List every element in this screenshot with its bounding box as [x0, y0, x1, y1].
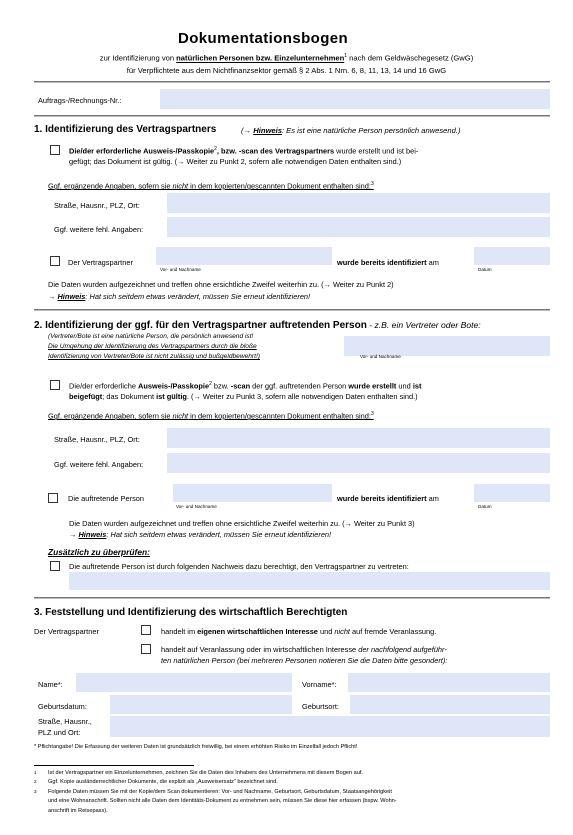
header-subtitle-2: für Verpflichtete aus dem Nichtfinanzsektor gemäß § 2 Abs. 1 Nrn. 6, 8, 11, 13, 14 und 16 GwG [126, 66, 447, 75]
divider [34, 309, 550, 311]
s1-supplement-label [48, 181, 374, 190]
text: handelt auf Veranlassung oder im wirtschaftlichen Interesse [161, 645, 359, 654]
text-bold: wurde erstellt [348, 381, 397, 391]
text: Ggf. ergänzende Angaben, sofern sie [48, 181, 173, 191]
footnote-item [34, 770, 554, 779]
text-bold: wurde bereits identifiziert [337, 258, 427, 267]
divider [34, 81, 550, 83]
hint-bold: Hinweis [78, 530, 107, 539]
s3-birthdate-label: Geburtsdatum: [38, 702, 87, 711]
s3-address-label-1: Straße, Hausnr., [38, 717, 92, 726]
s3-name-field[interactable] [76, 673, 292, 692]
title-text: 2. Identifizierung der ggf. für den Vertragspartner auftretenden Person [34, 320, 367, 331]
s2-street-field[interactable] [167, 428, 550, 448]
s2-date-field[interactable] [474, 484, 550, 502]
footnote-ref: 1 [344, 53, 348, 59]
s1-partner-label: Der Vertragspartner [68, 258, 133, 267]
s3-partner-label: Der Vertragspartner [34, 627, 99, 636]
s3-firstname-label: Vorname*: [302, 680, 337, 689]
s3-name-label: Name*: [38, 680, 63, 689]
s1-missing-label: Ggf. weitere fehl. Angaben: [54, 225, 144, 234]
footnote-text: anschrift im Reisepass). [48, 807, 108, 814]
order-number-field[interactable] [160, 89, 550, 109]
s3-birthdate-field[interactable] [110, 695, 292, 714]
text-bold: , bzw. -scan des Vertragspartners [216, 146, 335, 156]
section-1-title: 1. Identifizierung des Vertragspartners [34, 124, 217, 135]
s2-checkbox-1-line1 [69, 381, 421, 390]
note-hint: Hinweis [253, 126, 282, 135]
s2-hint-line [69, 530, 331, 539]
checkbox-document-copy[interactable] [50, 145, 60, 155]
footnote-item [34, 789, 554, 798]
page-title: Dokumentationsbogen [178, 30, 349, 47]
footnote-text: Ggf. Kopie ausländerrechtlicher Dokumente, die explizit als „Ausweisersatz“ bezeichnet sind. [48, 779, 278, 786]
section-1-note [241, 126, 461, 135]
s2-supplement-label [48, 411, 374, 420]
text: ; das Dokument [102, 392, 157, 401]
text: wurde erstellt und ist bei- [334, 146, 419, 156]
s3-option-2-line1 [161, 645, 447, 654]
hint-text: : Hat sich seitdem etwas verändert, müssen Sie erneut identifizieren! [85, 292, 311, 301]
text: bzw. [211, 381, 231, 391]
text: in dem kopierten/gescannten Dokument enthalten sind: [188, 181, 371, 191]
s3-address-label-2: PLZ und Ort: [38, 728, 81, 737]
s1-street-label: Straße, Hausnr., PLZ, Ort: [54, 201, 140, 210]
s2-extra-check-text: Die auftretende Person ist durch folgenden Nachweis dazu berechtigt, den Vertragspartner zu vertreten: [69, 562, 409, 571]
text-bold: ist gültig [156, 392, 187, 401]
text-italic: nicht [334, 627, 350, 636]
s1-checkbox-1-line2: gefügt; das Dokument ist gültig. (→ Weiter zu Punkt 2, sofern alle notwendigen Daten enthalten sind.) [69, 157, 402, 166]
divider [34, 597, 550, 599]
subtitle-text-a: zur Identifizierung von [99, 53, 177, 63]
mandatory-note: * Pflichtangabe! Die Erfassung der weiteren Daten ist grundsätzlich freiwillig, bei einem erhöhten Risiko im Einzelfall jedoch Pflicht! [34, 744, 358, 750]
s2-missing-field[interactable] [167, 453, 550, 473]
divider [34, 115, 550, 117]
footnote-ref: 2 [209, 381, 212, 387]
s1-date-field[interactable] [474, 247, 550, 265]
s2-date-caption: Datum [478, 504, 492, 509]
footnote-text: Ist der Vertragspartner ein Einzelunternehmen, zeichnen Sie die Daten des Inhabers des Unternehmens mit diesem Bogen auf. [48, 770, 363, 776]
section-3-title: 3. Feststellung und Identifizierung des wirtschaftlich Berechtigten [34, 607, 348, 618]
text-bold: wurde bereits identifiziert [337, 494, 427, 503]
s3-birthplace-field[interactable] [350, 695, 550, 714]
hint-text: : Hat sich seitdem etwas verändert, müssen Sie erneut identifizieren! [106, 530, 332, 539]
text-bold: eigenen wirtschaftlichen Interesse [197, 627, 318, 636]
text-bold: Die/der erforderliche Ausweis-/Passkopie [69, 146, 215, 156]
s1-name-caption: Vor- und Nachname [160, 267, 201, 272]
footnote-ref: 2 [214, 146, 217, 152]
s3-firstname-field[interactable] [348, 673, 550, 692]
hint-bold: Hinweis [57, 292, 86, 301]
s1-partner-name-field[interactable] [156, 247, 332, 265]
text: und [396, 381, 413, 391]
checkbox-person-already-identified[interactable] [48, 493, 58, 503]
order-number-label: Auftrags-/Rechnungs-Nr.: [38, 96, 122, 105]
s1-missing-field[interactable] [167, 217, 550, 237]
text: Ggf. ergänzende Angaben, sofern sie [48, 411, 173, 421]
title-italic: - z.B. ein Vertreter oder Bote: [366, 320, 481, 330]
s1-hint-line [48, 292, 310, 301]
s2-extra-check-title: Zusätzlich zu überprüfen: [48, 547, 150, 557]
footnote-text: und eine Wohnanschrift. Sollten nicht alle Daten dem Identitäts-Dokument zu entnehmen sein, müssen Sie diese hier erfassen (bspw. Wohn- [48, 798, 397, 805]
s3-option-1 [161, 627, 436, 636]
text: in dem kopierten/gescannten Dokument enthalten sind: [188, 411, 371, 421]
footnote-number: 1 [34, 770, 37, 775]
arrow: → [48, 292, 58, 301]
footnotes [34, 770, 554, 817]
s2-authorization-field[interactable] [69, 572, 550, 590]
s2-street-label: Straße, Hausnr., PLZ, Ort: [54, 435, 140, 444]
s2-person-label: Die auftretende Person [68, 494, 145, 503]
s1-data-recorded-line: Die Daten wurden aufgezeichnet und treffen ohne ersichtliche Zweifel weiterhin zu. (→ Weiter zu Punkt 2) [48, 280, 394, 289]
text: auf fremde Veranlassung. [350, 627, 437, 636]
s1-identified-label [337, 258, 439, 267]
section-2-title [34, 320, 481, 331]
text: . (→ Weiter zu Punkt 3, sofern alle notwendigen Daten enthalten sind.) [186, 392, 418, 401]
s3-address-field[interactable] [110, 716, 550, 737]
text: am [426, 494, 439, 503]
s3-birthplace-label: Geburtsort: [302, 702, 339, 711]
subtitle-text-b: natürlichen Personen bzw. Einzelunternehmen [176, 53, 345, 63]
text: am [426, 258, 439, 267]
text-italic: nicht [172, 411, 189, 421]
checkbox-already-identified[interactable] [50, 256, 60, 266]
footnote-number: 3 [34, 788, 37, 794]
footnote-item [34, 808, 554, 817]
s3-option-2-line2: ten natürlichen Person (bei mehreren Personen notieren Sie die Daten bitte gesondert): [161, 656, 448, 665]
text: der ggf. auftretenden Person [250, 381, 349, 391]
s2-name-caption-2: Vor- und Nachname [176, 504, 217, 509]
note-text: : Es ist eine natürliche Person persönlich anwesend.) [281, 126, 461, 135]
s1-date-caption: Datum [478, 267, 492, 272]
s1-street-field[interactable] [167, 193, 550, 213]
checkbox-third-party-interest[interactable] [141, 644, 151, 654]
checkbox-own-interest[interactable] [141, 625, 151, 635]
footnote-ref: 3 [370, 181, 374, 187]
footnote-item [34, 798, 554, 807]
footnote-text: Folgende Daten müssen Sie mit der Kopie/dem Scan dokumentieren: Vor- und Nachname, Geburtsort, Geburtsdatum, Staatsangehörigkeit [48, 788, 392, 795]
footnote-number: 2 [34, 779, 37, 785]
footnote-item [34, 779, 554, 788]
subtitle-text-c: nach dem Geldwäschegesetz (GwG) [347, 53, 474, 63]
s2-note-1: (Vertreter/Bote ist eine natürliche Person, die persönlich anwesend ist! [48, 333, 254, 340]
s2-name-caption: Vor- und Nachname [360, 354, 401, 359]
footnote-ref: 3 [370, 411, 374, 417]
footnote-divider [34, 765, 194, 766]
text: handelt im [161, 627, 198, 636]
arrow: → [69, 530, 79, 539]
checkbox-document-copy-representative[interactable] [50, 380, 60, 390]
s2-person-name-field-2[interactable] [173, 484, 332, 502]
s2-checkbox-1-line2 [69, 392, 418, 401]
text-italic: nicht [172, 181, 189, 191]
text-bold: -scan [230, 381, 251, 391]
text-bold: ist [412, 381, 422, 391]
note-arrow: (→ [241, 126, 254, 135]
s2-identified-label [337, 494, 439, 503]
s2-person-name-field[interactable] [344, 336, 550, 356]
s2-data-recorded-line: Die Daten wurden aufgezeichnet und treffen ohne ersichtliche Zweifel weiterhin zu. (→ Weiter zu Punkt 3) [69, 519, 415, 528]
text-italic: der nachfolgend aufgeführ- [358, 645, 447, 654]
s2-note-3: Identifizierung von Vertreter/Bote ist nicht zulässig und bußgeldbewehrt!) [48, 353, 260, 360]
text-bold: beigefügt [69, 392, 103, 401]
text: Die/der erforderliche [69, 381, 139, 391]
s2-missing-label: Ggf. weitere fehl. Angaben: [54, 460, 144, 469]
text-bold: Ausweis-/Passkopie [138, 381, 210, 391]
s1-checkbox-1-line1 [69, 146, 418, 155]
text: und [317, 627, 335, 636]
header-subtitle-1 [0, 53, 573, 63]
s2-note-2: Die Umgehung der Identifizierung des Vertragspartners durch die bloße [48, 343, 257, 350]
checkbox-authorization-proof[interactable] [50, 561, 60, 571]
